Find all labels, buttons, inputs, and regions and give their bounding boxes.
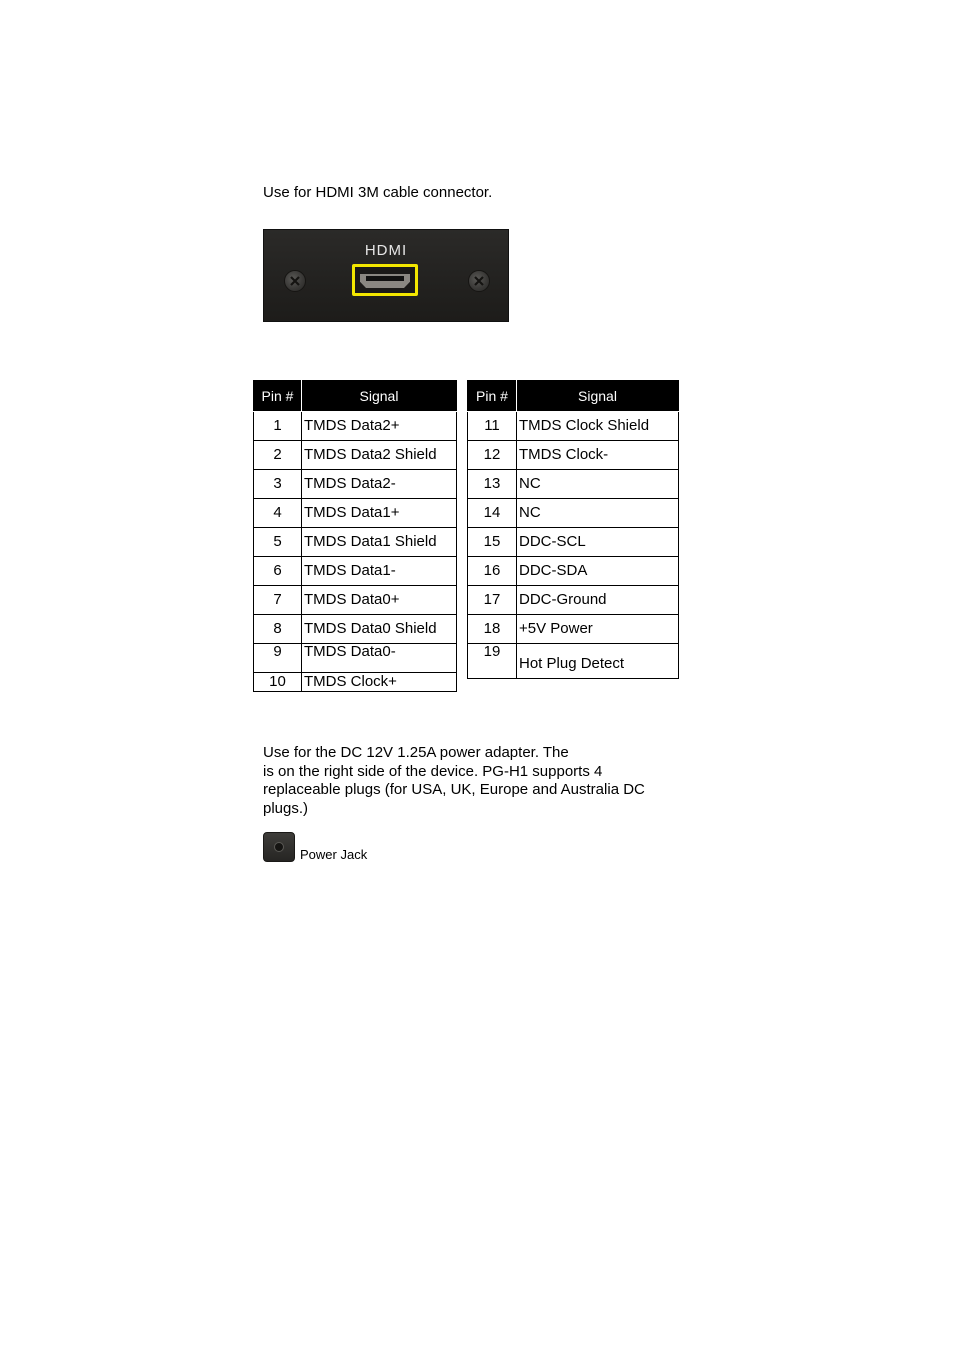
screw-right-icon [468, 270, 490, 292]
pin-signal: Hot Plug Detect [517, 644, 679, 679]
pin-signal: NC [517, 499, 679, 528]
pin-number: 10 [254, 673, 302, 692]
pin-table-left [253, 380, 457, 692]
pin-signal: TMDS Data1 Shield [302, 528, 457, 557]
header-pin: Pin # [468, 381, 517, 412]
pin-signal: DDC-Ground [517, 586, 679, 615]
pin-number: 15 [468, 528, 517, 557]
table-row [254, 499, 457, 528]
pin-signal: DDC-SDA [517, 557, 679, 586]
pin-number: 4 [254, 499, 302, 528]
table-row [468, 441, 679, 470]
pin-signal: TMDS Data0 Shield [302, 615, 457, 644]
table-row [254, 412, 457, 441]
pin-number: 5 [254, 528, 302, 557]
table-row [254, 586, 457, 615]
pin-signal: TMDS Clock Shield [517, 412, 679, 441]
table-row [468, 528, 679, 557]
pin-signal: TMDS Data2+ [302, 412, 457, 441]
pin-number: 1 [254, 412, 302, 441]
table-row [468, 499, 679, 528]
pin-signal: TMDS Clock- [517, 441, 679, 470]
table-row [468, 412, 679, 441]
pin-signal: TMDS Clock+ [302, 673, 457, 692]
pin-number: 14 [468, 499, 517, 528]
power-line-1: Use for the DC 12V 1.25A power adapter. The [263, 744, 569, 761]
pin-signal: NC [517, 470, 679, 499]
pin-signal: TMDS Data2- [302, 470, 457, 499]
pin-signal: TMDS Data1- [302, 557, 457, 586]
pin-number: 12 [468, 441, 517, 470]
table-row [468, 615, 679, 644]
table-row [254, 673, 457, 692]
hdmi-label: HDMI [364, 242, 408, 259]
pin-signal: DDC-SCL [517, 528, 679, 557]
pin-number: 11 [468, 412, 517, 441]
table-row [468, 586, 679, 615]
table-header-row [468, 381, 679, 412]
power-line-2: is on the right side of the device. PG-H1 supports 4 [263, 762, 603, 780]
power-line-3: replaceable plugs (for USA, UK, Europe and Australia DC [263, 781, 645, 798]
table-row [254, 441, 457, 470]
table-row [254, 528, 457, 557]
pin-signal: TMDS Data0+ [302, 586, 457, 615]
table-row [468, 557, 679, 586]
pin-signal: TMDS Data2 Shield [302, 441, 457, 470]
hdmi-port-icon [352, 264, 418, 296]
pin-number: 8 [254, 615, 302, 644]
pin-signal: TMDS Data1+ [302, 499, 457, 528]
table-row [254, 615, 457, 644]
pin-number: 2 [254, 441, 302, 470]
power-line-4: plugs.) [263, 799, 309, 817]
pin-number: 6 [254, 557, 302, 586]
header-signal: Signal [517, 381, 679, 412]
intro-text: Use for HDMI 3M cable connector. [263, 184, 493, 201]
pin-number: 18 [468, 615, 517, 644]
header-pin: Pin # [254, 381, 302, 412]
pin-signal: TMDS Data0- [302, 644, 457, 673]
pin-number: 19 [468, 644, 517, 679]
pin-number: 13 [468, 470, 517, 499]
pin-signal: +5V Power [517, 615, 679, 644]
power-description [263, 744, 683, 818]
pin-number: 17 [468, 586, 517, 615]
screw-left-icon [284, 270, 306, 292]
power-jack-caption: Power Jack [300, 847, 368, 862]
pin-number: 9 [254, 644, 302, 673]
hdmi-connector-photo [263, 229, 509, 322]
pin-number: 3 [254, 470, 302, 499]
header-signal: Signal [302, 381, 457, 412]
table-row [254, 470, 457, 499]
table-row [468, 470, 679, 499]
table-row [254, 557, 457, 586]
table-header-row [254, 381, 457, 412]
pin-table-right [467, 380, 679, 679]
table-row [254, 644, 457, 673]
pin-number: 7 [254, 586, 302, 615]
table-row [468, 644, 679, 679]
power-jack-icon [263, 832, 295, 862]
pin-number: 16 [468, 557, 517, 586]
